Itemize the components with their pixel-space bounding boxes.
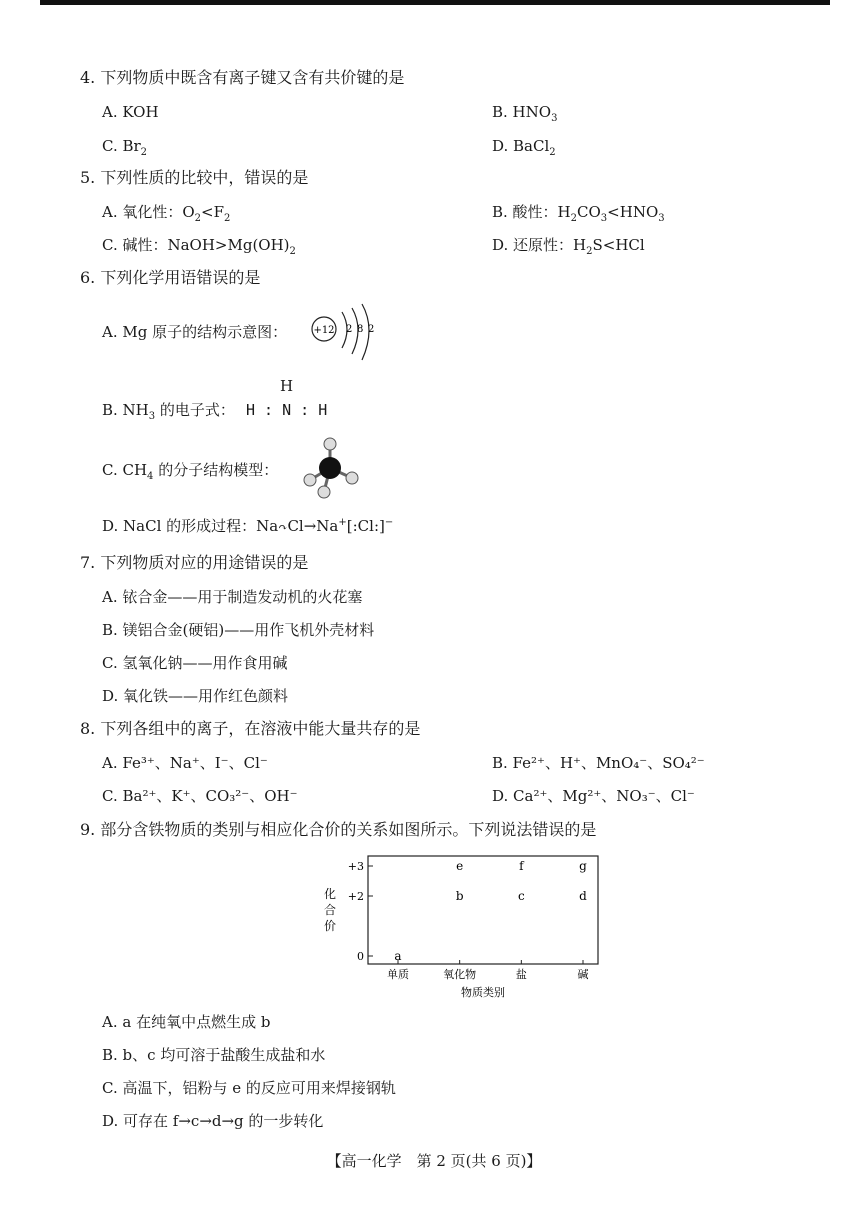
q4-option-d: D. BaCl$_2$ — [492, 137, 556, 158]
hydrogen-atom — [304, 474, 316, 486]
q4-option-a: A. KOH — [102, 103, 159, 121]
y-axis-label-char: 价 — [323, 919, 337, 933]
x-axis-label: 物质类别 — [461, 986, 505, 999]
q5-option-d: D. 还原性：$H_2S<HCl$ — [492, 236, 645, 257]
iron-valence-chart — [318, 848, 618, 1008]
data-point-a: a — [394, 949, 402, 963]
q4-option-c: C. $Br_2$ — [102, 137, 148, 158]
hydrogen-atom — [324, 438, 336, 450]
data-point-d: d — [579, 889, 587, 903]
top-border — [40, 0, 830, 5]
q7-option-a: A. 铱合金——用于制造发动机的火花塞 — [102, 588, 363, 606]
q9-option-b: B. b、c 均可溶于盐酸生成盐和水 — [102, 1046, 326, 1064]
page-footer: 【高一化学 第 2 页(共 6 页)】 — [326, 1152, 542, 1170]
ch4-ball-model — [300, 436, 364, 500]
y-tick-label: +3 — [347, 860, 364, 873]
q4-option-b: B. $HNO_3$ — [492, 103, 558, 124]
carbon-atom — [319, 457, 341, 479]
q4-stem: 4. 下列物质中既含有离子键又含有共价键的是 — [80, 68, 405, 87]
x-tick-label: 氧化物 — [443, 968, 477, 981]
q5-option-a: A. 氧化性：$O_2<F_2$ — [102, 203, 231, 224]
nh3-top-h: H — [280, 377, 294, 395]
q9-stem: 9. 部分含铁物质的类别与相应化合价的关系如图所示。下列说法错误的是 — [80, 820, 597, 839]
shell-electrons-3: 2 — [368, 324, 375, 335]
x-tick-label: 单质 — [387, 968, 409, 981]
q7-option-d: D. 氧化铁——用作红色颜料 — [102, 687, 289, 705]
q5-option-c: C. 碱性：$NaOH>Mg(OH)_2$ — [102, 236, 296, 257]
y-tick-label: 0 — [357, 950, 364, 963]
q6-option-d: D. NaCl 的形成过程：Na↷Cl→Na+[:Cl:]− — [102, 517, 394, 535]
y-tick-label: +2 — [347, 890, 364, 903]
plot-frame — [368, 856, 598, 964]
q9-option-a: A. a 在纯氧中点燃生成 b — [102, 1013, 271, 1031]
data-point-c: c — [517, 889, 525, 903]
nh3-electron-dot-row: H : N : H — [246, 401, 328, 419]
shell-electrons-2: 8 — [357, 324, 364, 335]
q9-option-d: D. 可存在 f→c→d→g 的一步转化 — [102, 1112, 324, 1130]
q8-option-d: D. Ca²⁺、Mg²⁺、NO₃⁻、Cl⁻ — [492, 787, 695, 805]
hydrogen-atom — [346, 472, 358, 484]
q8-option-c: C. Ba²⁺、K⁺、CO₃²⁻、OH⁻ — [102, 787, 298, 805]
shell-electrons-1: 2 — [346, 324, 353, 335]
y-axis-label-char: 合 — [323, 903, 337, 917]
q8-option-b: B. Fe²⁺、H⁺、MnO₄⁻、SO₄²⁻ — [492, 754, 705, 772]
x-tick-label: 盐 — [515, 968, 527, 981]
q8-stem: 8. 下列各组中的离子，在溶液中能大量共存的是 — [80, 719, 421, 738]
data-point-g: g — [579, 859, 587, 873]
q6-stem: 6. 下列化学用语错误的是 — [80, 268, 261, 287]
data-point-b: b — [455, 889, 464, 903]
q6-option-b: B. $NH_3$ 的电子式： — [102, 401, 235, 422]
y-axis-label — [324, 887, 336, 933]
q7-stem: 7. 下列物质对应的用途错误的是 — [80, 553, 309, 572]
q5-stem: 5. 下列性质的比较中，错误的是 — [80, 168, 309, 187]
hydrogen-atom — [318, 486, 330, 498]
q6-option-a: A. Mg 原子的结构示意图： — [102, 323, 288, 341]
q7-option-c: C. 氢氧化钠——用作食用碱 — [102, 654, 288, 672]
mg-atom-structure-diagram — [308, 302, 388, 362]
nucleus-charge: +12 — [313, 325, 335, 336]
x-tick-label: 碱 — [577, 968, 589, 981]
q9-option-c: C. 高温下，铝粉与 e 的反应可用来焊接钢轨 — [102, 1079, 396, 1097]
q6-option-c: C. $CH_4$ 的分子结构模型： — [102, 461, 279, 482]
data-point-f: f — [519, 859, 524, 873]
q5-option-b: B. 酸性：$H_2CO_3<HNO_3$ — [492, 203, 665, 224]
y-axis-label-char: 化 — [323, 887, 337, 901]
q7-option-b: B. 镁铝合金(硬铝)——用作飞机外壳材料 — [102, 621, 375, 639]
q8-option-a: A. Fe³⁺、Na⁺、I⁻、Cl⁻ — [102, 754, 268, 772]
data-point-e: e — [456, 859, 464, 873]
